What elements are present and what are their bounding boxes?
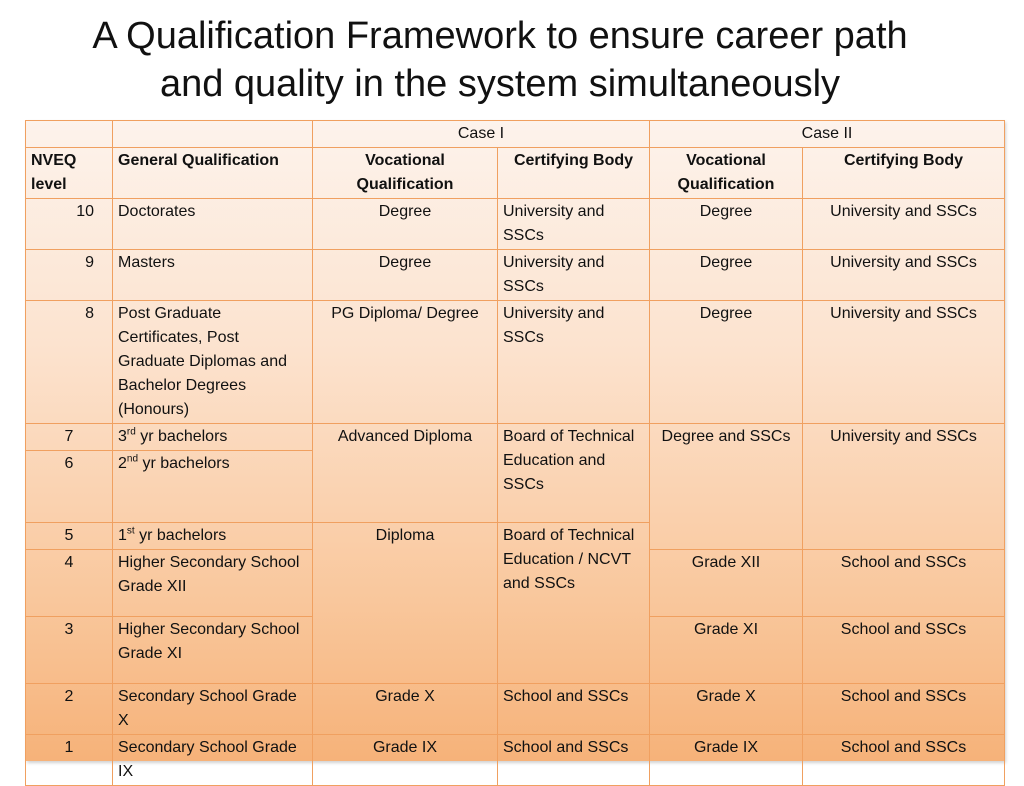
general-cell: Doctorates — [113, 199, 313, 250]
general-cell: Masters — [113, 250, 313, 301]
level-cell: 8 — [26, 301, 113, 424]
case-2-vocational-cell: Grade XII — [650, 550, 803, 617]
general-text: yr bachelors — [138, 455, 230, 472]
case-2-vocational-cell: Degree — [650, 250, 803, 301]
ordinal-number: 3 — [118, 428, 127, 445]
table-row — [26, 250, 1005, 301]
level-cell: 9 — [26, 250, 113, 301]
case-2-header: Case II — [650, 121, 1005, 148]
table-row-case-header — [26, 121, 1005, 148]
case-2-vocational-header: Vocational Qualification — [650, 148, 803, 199]
case-2-certifying-cell: University and SSCs — [803, 424, 1005, 550]
table-row-column-header — [26, 148, 1005, 199]
title-line-2: and quality in the system simultaneously — [159, 63, 841, 105]
qualification-table-container — [25, 120, 1004, 780]
case-2-vocational-cell: Degree — [650, 199, 803, 250]
general-text: yr bachelors — [134, 527, 227, 544]
case-2-certifying-cell: School and SSCs — [803, 735, 1005, 786]
ordinal-suffix: nd — [126, 453, 139, 465]
case-1-header: Case I — [313, 121, 650, 148]
qualification-framework-table — [25, 120, 1005, 786]
empty-cell — [113, 121, 313, 148]
general-cell: Post Graduate Certificates, Post Graduate Diplomas and Bachelor Degrees (Honours) — [113, 301, 313, 424]
case-1-certifying-cell: School and SSCs — [498, 684, 650, 735]
level-cell: 1 — [26, 735, 113, 786]
general-cell: Higher Secondary School Grade XI — [113, 617, 313, 684]
table-row — [26, 424, 1005, 451]
case-1-vocational-cell: PG Diploma/ Degree — [313, 301, 498, 424]
general-cell: Higher Secondary School Grade XII — [113, 550, 313, 617]
general-qualification-header: General Qualification — [113, 148, 313, 199]
general-cell: Secondary School Grade IX — [113, 735, 313, 786]
case-1-vocational-cell: Advanced Diploma — [313, 424, 498, 523]
general-cell — [113, 451, 313, 523]
general-cell — [113, 523, 313, 550]
level-cell: 5 — [26, 523, 113, 550]
table-row — [26, 301, 1005, 424]
table-row — [26, 199, 1005, 250]
case-2-certifying-cell: University and SSCs — [803, 301, 1005, 424]
table-row — [26, 735, 1005, 786]
case-2-certifying-cell: School and SSCs — [803, 684, 1005, 735]
case-2-certifying-cell: School and SSCs — [803, 550, 1005, 617]
level-cell: 10 — [26, 199, 113, 250]
nveq-level-header: NVEQ level — [26, 148, 113, 199]
ordinal-number: 1 — [118, 527, 127, 544]
case-1-vocational-cell: Degree — [313, 199, 498, 250]
case-1-certifying-cell: Board of Technical Education and SSCs — [498, 424, 650, 523]
ordinal-number: 2 — [118, 455, 127, 472]
level-cell: 7 — [26, 424, 113, 451]
general-cell — [113, 424, 313, 451]
case-1-certifying-cell: School and SSCs — [498, 735, 650, 786]
case-2-certifying-cell: University and SSCs — [803, 250, 1005, 301]
empty-cell — [26, 121, 113, 148]
case-1-certifying-cell: University and SSCs — [498, 250, 650, 301]
general-text: yr bachelors — [135, 428, 228, 445]
case-2-vocational-cell: Grade XI — [650, 617, 803, 684]
slide-title — [0, 12, 1000, 108]
case-1-vocational-cell: Grade IX — [313, 735, 498, 786]
case-1-vocational-cell: Grade X — [313, 684, 498, 735]
level-cell: 4 — [26, 550, 113, 617]
level-cell: 6 — [26, 451, 113, 523]
table-row — [26, 684, 1005, 735]
case-1-vocational-header: Vocational Qualification — [313, 148, 498, 199]
case-2-vocational-cell: Degree and SSCs — [650, 424, 803, 550]
case-2-certifying-cell: University and SSCs — [803, 199, 1005, 250]
case-2-vocational-cell: Grade X — [650, 684, 803, 735]
case-2-vocational-cell: Degree — [650, 301, 803, 424]
title-line-1: A Qualification Framework to ensure career path — [92, 15, 908, 57]
case-2-certifying-header: Certifying Body — [803, 148, 1005, 199]
general-cell: Secondary School Grade X — [113, 684, 313, 735]
level-cell: 3 — [26, 617, 113, 684]
case-2-certifying-cell: School and SSCs — [803, 617, 1005, 684]
level-cell: 2 — [26, 684, 113, 735]
case-1-vocational-cell: Diploma — [313, 523, 498, 684]
case-1-certifying-cell: University and SSCs — [498, 199, 650, 250]
case-1-certifying-header: Certifying Body — [498, 148, 650, 199]
case-2-vocational-cell: Grade IX — [650, 735, 803, 786]
case-1-certifying-cell: University and SSCs — [498, 301, 650, 424]
case-1-vocational-cell: Degree — [313, 250, 498, 301]
case-1-certifying-cell: Board of Technical Education / NCVT and SSCs — [498, 523, 650, 684]
ordinal-suffix: st — [126, 525, 135, 537]
ordinal-suffix: rd — [126, 426, 136, 438]
